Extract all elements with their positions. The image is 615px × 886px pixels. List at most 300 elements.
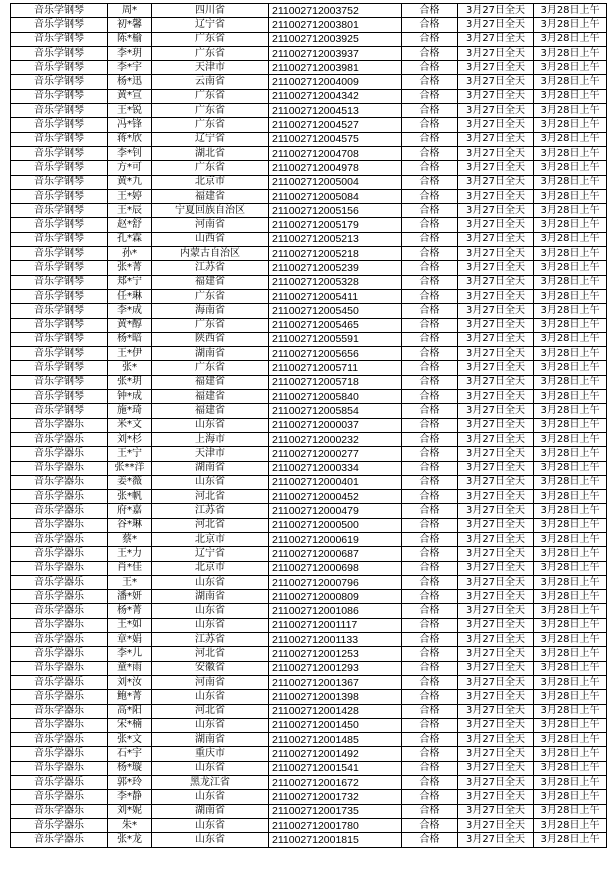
table-row — [11, 18, 607, 32]
candidate-list-sheet — [10, 3, 606, 848]
result-cell: 合格 — [402, 833, 458, 847]
province-cell: 山东省 — [152, 418, 269, 432]
name-cell: 张*龙 — [108, 833, 152, 847]
exam-number-cell: 211002712005465 — [269, 318, 402, 332]
exam-day-cell: 3月27日全天 — [458, 261, 534, 275]
province-cell: 山东省 — [152, 690, 269, 704]
province-cell: 云南省 — [152, 75, 269, 89]
result-cell: 合格 — [402, 89, 458, 103]
exam-day-cell: 3月27日全天 — [458, 390, 534, 404]
province-cell: 湖北省 — [152, 146, 269, 160]
table-row — [11, 132, 607, 146]
exam-number-cell: 211002712004708 — [269, 146, 402, 160]
major-cell: 音乐学器乐 — [11, 690, 108, 704]
province-cell: 天津市 — [152, 61, 269, 75]
exam-day-cell: 3月27日全天 — [458, 504, 534, 518]
major-cell: 音乐学钢琴 — [11, 361, 108, 375]
name-cell: 王*伊 — [108, 347, 152, 361]
exam-number-cell: 211002712005213 — [269, 232, 402, 246]
table-row — [11, 75, 607, 89]
exam-time-cell: 3月28日上午 — [534, 304, 607, 318]
table-row — [11, 475, 607, 489]
name-cell: 米*文 — [108, 418, 152, 432]
major-cell: 音乐学器乐 — [11, 475, 108, 489]
exam-time-cell: 3月28日上午 — [534, 161, 607, 175]
exam-time-cell: 3月28日上午 — [534, 675, 607, 689]
major-cell: 音乐学器乐 — [11, 733, 108, 747]
result-cell: 合格 — [402, 361, 458, 375]
result-cell: 合格 — [402, 604, 458, 618]
exam-time-cell: 3月28日上午 — [534, 547, 607, 561]
province-cell: 福建省 — [152, 275, 269, 289]
major-cell: 音乐学钢琴 — [11, 61, 108, 75]
major-cell: 音乐学器乐 — [11, 447, 108, 461]
exam-day-cell: 3月27日全天 — [458, 132, 534, 146]
exam-day-cell: 3月27日全天 — [458, 361, 534, 375]
exam-time-cell: 3月28日上午 — [534, 404, 607, 418]
exam-time-cell: 3月28日上午 — [534, 18, 607, 32]
exam-number-cell: 211002712000479 — [269, 504, 402, 518]
exam-time-cell: 3月28日上午 — [534, 32, 607, 46]
exam-number-cell: 211002712004575 — [269, 132, 402, 146]
major-cell: 音乐学钢琴 — [11, 32, 108, 46]
major-cell: 音乐学钢琴 — [11, 247, 108, 261]
exam-number-cell: 211002712005656 — [269, 347, 402, 361]
table-row — [11, 447, 607, 461]
exam-day-cell: 3月27日全天 — [458, 776, 534, 790]
table-row — [11, 318, 607, 332]
exam-day-cell: 3月27日全天 — [458, 618, 534, 632]
table-row — [11, 204, 607, 218]
table-row — [11, 547, 607, 561]
name-cell: 王* — [108, 575, 152, 589]
table-row — [11, 375, 607, 389]
table-row — [11, 32, 607, 46]
major-cell: 音乐学钢琴 — [11, 218, 108, 232]
exam-day-cell: 3月27日全天 — [458, 447, 534, 461]
exam-day-cell: 3月27日全天 — [458, 32, 534, 46]
name-cell: 初*馨 — [108, 18, 152, 32]
province-cell: 河南省 — [152, 218, 269, 232]
result-cell: 合格 — [402, 590, 458, 604]
province-cell: 山东省 — [152, 604, 269, 618]
exam-day-cell: 3月27日全天 — [458, 289, 534, 303]
table-row — [11, 332, 607, 346]
exam-number-cell: 211002712000037 — [269, 418, 402, 432]
exam-number-cell: 211002712001672 — [269, 776, 402, 790]
exam-day-cell: 3月27日全天 — [458, 690, 534, 704]
result-cell: 合格 — [402, 747, 458, 761]
table-row — [11, 146, 607, 160]
exam-time-cell: 3月28日上午 — [534, 718, 607, 732]
exam-time-cell: 3月28日上午 — [534, 490, 607, 504]
table-row — [11, 4, 607, 18]
name-cell: 蔡* — [108, 532, 152, 546]
province-cell: 湖南省 — [152, 804, 269, 818]
exam-number-cell: 211002712005411 — [269, 289, 402, 303]
exam-number-cell: 211002712001117 — [269, 618, 402, 632]
name-cell: 杨*菁 — [108, 604, 152, 618]
result-cell: 合格 — [402, 490, 458, 504]
province-cell: 山东省 — [152, 718, 269, 732]
exam-time-cell: 3月28日上午 — [534, 146, 607, 160]
name-cell: 李*静 — [108, 790, 152, 804]
major-cell: 音乐学器乐 — [11, 661, 108, 675]
exam-day-cell: 3月27日全天 — [458, 204, 534, 218]
table-row — [11, 175, 607, 189]
exam-day-cell: 3月27日全天 — [458, 475, 534, 489]
exam-day-cell: 3月27日全天 — [458, 761, 534, 775]
exam-time-cell: 3月28日上午 — [534, 61, 607, 75]
major-cell: 音乐学器乐 — [11, 532, 108, 546]
province-cell: 山东省 — [152, 618, 269, 632]
major-cell: 音乐学器乐 — [11, 461, 108, 475]
exam-number-cell: 211002712005218 — [269, 247, 402, 261]
result-cell: 合格 — [402, 275, 458, 289]
name-cell: 王*力 — [108, 547, 152, 561]
exam-time-cell: 3月28日上午 — [534, 118, 607, 132]
province-cell: 河南省 — [152, 675, 269, 689]
exam-number-cell: 211002712001367 — [269, 675, 402, 689]
exam-day-cell: 3月27日全天 — [458, 804, 534, 818]
table-row — [11, 347, 607, 361]
name-cell: 李*玥 — [108, 46, 152, 60]
exam-number-cell: 211002712003801 — [269, 18, 402, 32]
result-cell: 合格 — [402, 432, 458, 446]
exam-time-cell: 3月28日上午 — [534, 833, 607, 847]
table-row — [11, 761, 607, 775]
result-cell: 合格 — [402, 733, 458, 747]
exam-day-cell: 3月27日全天 — [458, 675, 534, 689]
major-cell: 音乐学钢琴 — [11, 204, 108, 218]
exam-time-cell: 3月28日上午 — [534, 4, 607, 18]
exam-day-cell: 3月27日全天 — [458, 146, 534, 160]
table-row — [11, 818, 607, 832]
table-row — [11, 833, 607, 847]
exam-day-cell: 3月27日全天 — [458, 490, 534, 504]
exam-time-cell: 3月28日上午 — [534, 733, 607, 747]
exam-day-cell: 3月27日全天 — [458, 704, 534, 718]
name-cell: 黄*九 — [108, 175, 152, 189]
province-cell: 河北省 — [152, 704, 269, 718]
table-row — [11, 104, 607, 118]
result-cell: 合格 — [402, 790, 458, 804]
major-cell: 音乐学器乐 — [11, 633, 108, 647]
table-row — [11, 633, 607, 647]
name-cell: 孙* — [108, 247, 152, 261]
name-cell: 朱* — [108, 818, 152, 832]
exam-day-cell: 3月27日全天 — [458, 718, 534, 732]
major-cell: 音乐学钢琴 — [11, 4, 108, 18]
exam-number-cell: 211002712001450 — [269, 718, 402, 732]
province-cell: 辽宁省 — [152, 547, 269, 561]
exam-number-cell: 211002712005591 — [269, 332, 402, 346]
province-cell: 福建省 — [152, 390, 269, 404]
table-row — [11, 261, 607, 275]
exam-number-cell: 211002712001735 — [269, 804, 402, 818]
major-cell: 音乐学器乐 — [11, 432, 108, 446]
exam-number-cell: 211002712001133 — [269, 633, 402, 647]
major-cell: 音乐学钢琴 — [11, 132, 108, 146]
exam-number-cell: 211002712005004 — [269, 175, 402, 189]
exam-day-cell: 3月27日全天 — [458, 89, 534, 103]
province-cell: 广东省 — [152, 318, 269, 332]
province-cell: 海南省 — [152, 304, 269, 318]
exam-time-cell: 3月28日上午 — [534, 390, 607, 404]
province-cell: 山东省 — [152, 575, 269, 589]
exam-day-cell: 3月27日全天 — [458, 4, 534, 18]
table-row — [11, 304, 607, 318]
result-cell: 合格 — [402, 818, 458, 832]
exam-day-cell: 3月27日全天 — [458, 375, 534, 389]
exam-time-cell: 3月28日上午 — [534, 447, 607, 461]
exam-number-cell: 211002712001253 — [269, 647, 402, 661]
major-cell: 音乐学钢琴 — [11, 289, 108, 303]
exam-number-cell: 211002712000232 — [269, 432, 402, 446]
exam-time-cell: 3月28日上午 — [534, 347, 607, 361]
major-cell: 音乐学钢琴 — [11, 189, 108, 203]
major-cell: 音乐学钢琴 — [11, 232, 108, 246]
table-row — [11, 404, 607, 418]
exam-day-cell: 3月27日全天 — [458, 818, 534, 832]
exam-time-cell: 3月28日上午 — [534, 89, 607, 103]
exam-number-cell: 211002712005084 — [269, 189, 402, 203]
exam-day-cell: 3月27日全天 — [458, 547, 534, 561]
exam-day-cell: 3月27日全天 — [458, 661, 534, 675]
exam-number-cell: 211002712004342 — [269, 89, 402, 103]
result-cell: 合格 — [402, 32, 458, 46]
result-cell: 合格 — [402, 690, 458, 704]
province-cell: 山东省 — [152, 761, 269, 775]
table-row — [11, 89, 607, 103]
exam-day-cell: 3月27日全天 — [458, 175, 534, 189]
name-cell: 鲍*菁 — [108, 690, 152, 704]
exam-number-cell: 211002712000796 — [269, 575, 402, 589]
exam-day-cell: 3月27日全天 — [458, 318, 534, 332]
major-cell: 音乐学钢琴 — [11, 261, 108, 275]
result-cell: 合格 — [402, 418, 458, 432]
name-cell: 李*儿 — [108, 647, 152, 661]
exam-number-cell: 211002712004527 — [269, 118, 402, 132]
province-cell: 重庆市 — [152, 747, 269, 761]
table-row — [11, 776, 607, 790]
table-row — [11, 532, 607, 546]
province-cell: 北京市 — [152, 175, 269, 189]
province-cell: 黑龙江省 — [152, 776, 269, 790]
table-row — [11, 361, 607, 375]
major-cell: 音乐学钢琴 — [11, 347, 108, 361]
province-cell: 河北省 — [152, 490, 269, 504]
exam-time-cell: 3月28日上午 — [534, 618, 607, 632]
result-cell: 合格 — [402, 776, 458, 790]
exam-time-cell: 3月28日上午 — [534, 518, 607, 532]
result-cell: 合格 — [402, 146, 458, 160]
exam-time-cell: 3月28日上午 — [534, 704, 607, 718]
exam-number-cell: 211002712000334 — [269, 461, 402, 475]
result-cell: 合格 — [402, 175, 458, 189]
exam-number-cell: 211002712001428 — [269, 704, 402, 718]
exam-time-cell: 3月28日上午 — [534, 275, 607, 289]
table-row — [11, 118, 607, 132]
major-cell: 音乐学器乐 — [11, 590, 108, 604]
province-cell: 湖南省 — [152, 733, 269, 747]
province-cell: 广东省 — [152, 32, 269, 46]
province-cell: 广东省 — [152, 289, 269, 303]
major-cell: 音乐学钢琴 — [11, 46, 108, 60]
province-cell: 湖南省 — [152, 461, 269, 475]
exam-number-cell: 211002712000809 — [269, 590, 402, 604]
exam-day-cell: 3月27日全天 — [458, 461, 534, 475]
table-row — [11, 790, 607, 804]
major-cell: 音乐学器乐 — [11, 818, 108, 832]
name-cell: 谷*琳 — [108, 518, 152, 532]
name-cell: 张* — [108, 361, 152, 375]
major-cell: 音乐学器乐 — [11, 575, 108, 589]
exam-time-cell: 3月28日上午 — [534, 604, 607, 618]
name-cell: 赵*舒 — [108, 218, 152, 232]
exam-day-cell: 3月27日全天 — [458, 161, 534, 175]
result-cell: 合格 — [402, 161, 458, 175]
result-cell: 合格 — [402, 46, 458, 60]
table-row — [11, 747, 607, 761]
province-cell: 江苏省 — [152, 504, 269, 518]
province-cell: 广东省 — [152, 118, 269, 132]
table-row — [11, 675, 607, 689]
exam-number-cell: 211002712001780 — [269, 818, 402, 832]
province-cell: 山东省 — [152, 790, 269, 804]
table-row — [11, 575, 607, 589]
exam-number-cell: 211002712001492 — [269, 747, 402, 761]
exam-day-cell: 3月27日全天 — [458, 833, 534, 847]
exam-day-cell: 3月27日全天 — [458, 647, 534, 661]
province-cell: 陕西省 — [152, 332, 269, 346]
exam-number-cell: 211002712005239 — [269, 261, 402, 275]
result-cell: 合格 — [402, 218, 458, 232]
exam-number-cell: 211002712004009 — [269, 75, 402, 89]
exam-day-cell: 3月27日全天 — [458, 46, 534, 60]
exam-number-cell: 211002712003752 — [269, 4, 402, 18]
result-cell: 合格 — [402, 232, 458, 246]
name-cell: 周* — [108, 4, 152, 18]
exam-time-cell: 3月28日上午 — [534, 289, 607, 303]
major-cell: 音乐学钢琴 — [11, 318, 108, 332]
name-cell: 刘*汝 — [108, 675, 152, 689]
exam-day-cell: 3月27日全天 — [458, 332, 534, 346]
province-cell: 江苏省 — [152, 633, 269, 647]
exam-day-cell: 3月27日全天 — [458, 275, 534, 289]
name-cell: 李*钊 — [108, 146, 152, 160]
exam-number-cell: 211002712005450 — [269, 304, 402, 318]
exam-day-cell: 3月27日全天 — [458, 218, 534, 232]
province-cell: 福建省 — [152, 375, 269, 389]
result-cell: 合格 — [402, 61, 458, 75]
table-row — [11, 718, 607, 732]
table-row — [11, 46, 607, 60]
exam-number-cell: 211002712005179 — [269, 218, 402, 232]
name-cell: 任*琳 — [108, 289, 152, 303]
name-cell: 张**洋 — [108, 461, 152, 475]
province-cell: 河北省 — [152, 518, 269, 532]
province-cell: 广东省 — [152, 89, 269, 103]
exam-day-cell: 3月27日全天 — [458, 247, 534, 261]
result-cell: 合格 — [402, 647, 458, 661]
exam-day-cell: 3月27日全天 — [458, 104, 534, 118]
table-row — [11, 390, 607, 404]
province-cell: 福建省 — [152, 189, 269, 203]
name-cell: 高*阳 — [108, 704, 152, 718]
name-cell: 李*宇 — [108, 61, 152, 75]
exam-day-cell: 3月27日全天 — [458, 404, 534, 418]
exam-number-cell: 211002712001541 — [269, 761, 402, 775]
table-row — [11, 189, 607, 203]
name-cell: 王*婷 — [108, 189, 152, 203]
exam-number-cell: 211002712000698 — [269, 561, 402, 575]
exam-time-cell: 3月28日上午 — [534, 375, 607, 389]
exam-time-cell: 3月28日上午 — [534, 46, 607, 60]
result-cell: 合格 — [402, 661, 458, 675]
major-cell: 音乐学器乐 — [11, 561, 108, 575]
name-cell: 方*可 — [108, 161, 152, 175]
table-row — [11, 518, 607, 532]
name-cell: 张*菁 — [108, 261, 152, 275]
major-cell: 音乐学器乐 — [11, 718, 108, 732]
major-cell: 音乐学钢琴 — [11, 375, 108, 389]
exam-time-cell: 3月28日上午 — [534, 690, 607, 704]
name-cell: 郭*玲 — [108, 776, 152, 790]
exam-time-cell: 3月28日上午 — [534, 104, 607, 118]
province-cell: 山东省 — [152, 475, 269, 489]
major-cell: 音乐学器乐 — [11, 418, 108, 432]
result-cell: 合格 — [402, 761, 458, 775]
name-cell: 杨*暗 — [108, 332, 152, 346]
table-row — [11, 275, 607, 289]
province-cell: 山东省 — [152, 833, 269, 847]
major-cell: 音乐学器乐 — [11, 504, 108, 518]
exam-day-cell: 3月27日全天 — [458, 418, 534, 432]
exam-day-cell: 3月27日全天 — [458, 347, 534, 361]
exam-time-cell: 3月28日上午 — [534, 475, 607, 489]
province-cell: 江苏省 — [152, 261, 269, 275]
exam-day-cell: 3月27日全天 — [458, 18, 534, 32]
exam-day-cell: 3月27日全天 — [458, 561, 534, 575]
name-cell: 张*帆 — [108, 490, 152, 504]
province-cell: 北京市 — [152, 561, 269, 575]
result-cell: 合格 — [402, 804, 458, 818]
exam-number-cell: 211002712005840 — [269, 390, 402, 404]
major-cell: 音乐学钢琴 — [11, 390, 108, 404]
result-cell: 合格 — [402, 704, 458, 718]
result-cell: 合格 — [402, 532, 458, 546]
major-cell: 音乐学钢琴 — [11, 118, 108, 132]
major-cell: 音乐学钢琴 — [11, 404, 108, 418]
province-cell: 山西省 — [152, 232, 269, 246]
exam-number-cell: 211002712001293 — [269, 661, 402, 675]
table-row — [11, 61, 607, 75]
major-cell: 音乐学器乐 — [11, 761, 108, 775]
province-cell: 湖南省 — [152, 590, 269, 604]
province-cell: 山东省 — [152, 818, 269, 832]
major-cell: 音乐学器乐 — [11, 490, 108, 504]
name-cell: 府*嘉 — [108, 504, 152, 518]
exam-day-cell: 3月27日全天 — [458, 189, 534, 203]
exam-time-cell: 3月28日上午 — [534, 561, 607, 575]
exam-time-cell: 3月28日上午 — [534, 804, 607, 818]
name-cell: 黄*醇 — [108, 318, 152, 332]
exam-time-cell: 3月28日上午 — [534, 361, 607, 375]
name-cell: 王*如 — [108, 618, 152, 632]
exam-time-cell: 3月28日上午 — [534, 590, 607, 604]
exam-day-cell: 3月27日全天 — [458, 590, 534, 604]
